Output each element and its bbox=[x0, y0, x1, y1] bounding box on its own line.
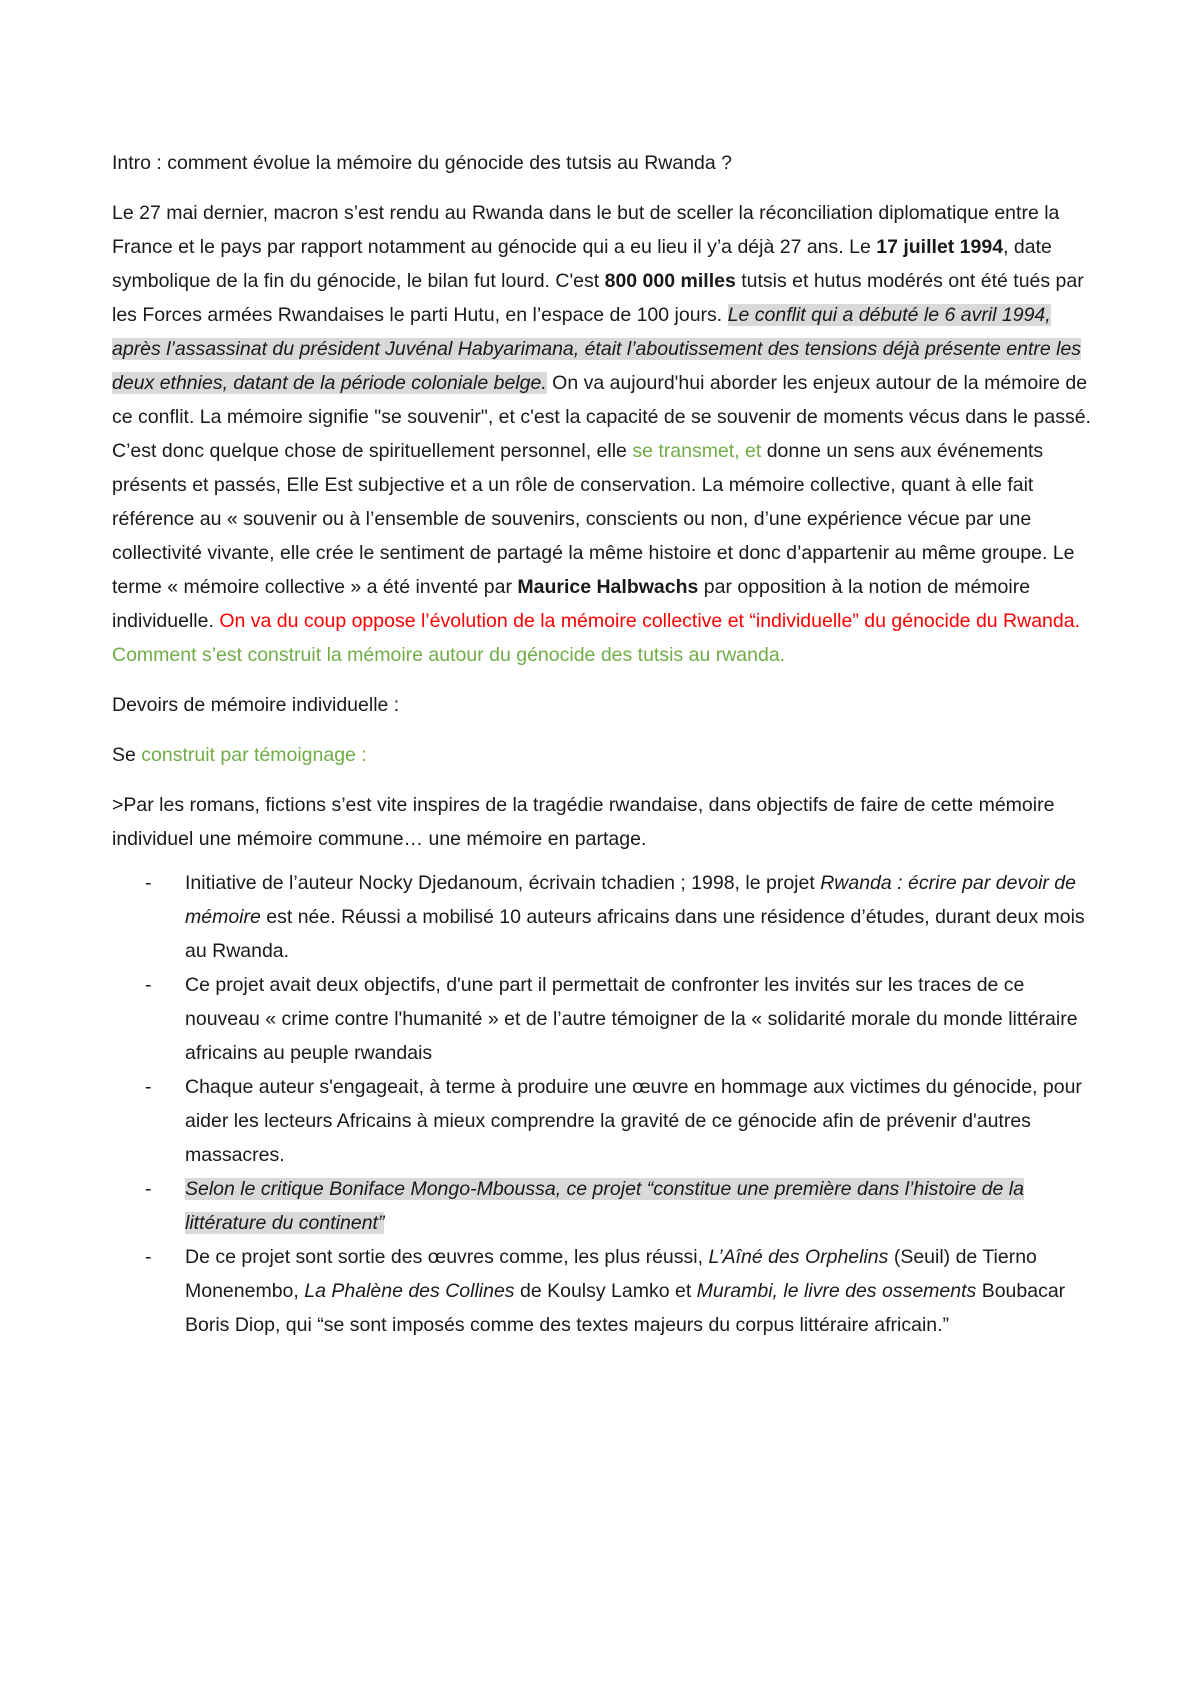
text-run: est née. Réussi a mobilisé 10 auteurs africains dans une résidence d’études, durant deux mois au Rwanda. bbox=[185, 906, 1085, 962]
section-heading: Devoirs de mémoire individuelle : bbox=[112, 694, 400, 716]
italic-title: La Phalène des Collines bbox=[304, 1280, 515, 1302]
victims-bold: 800 000 milles bbox=[604, 270, 736, 292]
text-run: Le 27 mai dernier, macron s’est rendu au Rwanda dans le but de sceller la réconciliation diplomatique entre la France et le pays par rapport notamment au génocide qui a eu lieu il y’a déjà 27 ans. Le bbox=[112, 202, 1060, 258]
dash-bullet: - bbox=[145, 1246, 152, 1268]
intro-paragraph bbox=[112, 196, 1100, 672]
italic-title: L’Aîné des Orphelins bbox=[708, 1246, 889, 1268]
green-text: se transmet, et bbox=[632, 440, 762, 462]
intro-title: Intro : comment évolue la mémoire du génocide des tutsis au Rwanda ? bbox=[112, 152, 733, 174]
list-item bbox=[112, 1240, 1100, 1342]
date-bold: 17 juillet 1994 bbox=[876, 236, 1004, 258]
highlighted-text: Le conflit qui a débuté le 6 avril 1994, après l’assassinat du président Juvénal Habyarimana, était l’aboutissement des tensions déjà présente entre les deux ethnies, datant de la période coloniale belge. bbox=[112, 304, 1082, 394]
list-item bbox=[112, 968, 1100, 1070]
red-text: On va du coup oppose l’évolution de la mémoire collective et “individuelle” du génocide du Rwanda. bbox=[219, 610, 1081, 632]
dash-bullet: - bbox=[145, 974, 152, 996]
italic-title: Rwanda : écrire par devoir de mémoire bbox=[185, 872, 1076, 928]
green-text: construit par témoignage : bbox=[141, 744, 367, 766]
text-run: On va aujourd'hui aborder les enjeux autour de la mémoire de ce conflit. La mémoire signifie "se souvenir", et c'est la capacité de se souvenir de moments vécus dans le passé. C’est donc quelque chose de spirituellement personnel, elle bbox=[112, 372, 1091, 462]
text-run: donne un sens aux événements présents et passés, Elle Est subjective et a un rôle de conservation. La mémoire collective, quant à elle fait référence au « souvenir ou à l’ensemble de souvenirs, conscients ou non, d’une expérience vécue par une collectivité vivante, elle crée le sentiment de partagé la même histoire et donc d’appartenir au même groupe. Le terme « mémoire collective » a été inventé par bbox=[112, 440, 1075, 598]
list-item bbox=[112, 866, 1100, 968]
dash-bullet: - bbox=[145, 872, 152, 894]
text-run: de Koulsy Lamko et bbox=[514, 1280, 697, 1302]
dash-bullet: - bbox=[145, 1178, 152, 1200]
italic-title: Murambi, le livre des ossements bbox=[696, 1280, 977, 1302]
text-run: Ce projet avait deux objectifs, d'une part il permettait de confronter les invités sur les traces de ce nouveau « crime contre l'humanité » et de l’autre témoigner de la « solidarité morale du monde littéraire africains au peuple rwandais bbox=[185, 974, 1078, 1064]
list-item bbox=[112, 1172, 1100, 1240]
text-run: De ce projet sont sortie des œuvres comme, les plus réussi, bbox=[185, 1246, 709, 1268]
text-run: par opposition à la notion de mémoire individuelle. bbox=[112, 576, 1031, 632]
highlighted-quote: Selon le critique Boniface Mongo-Mboussa, ce projet “constitue une première dans l’histoire de la littérature du continent” bbox=[185, 1178, 1024, 1234]
text-run: Se bbox=[112, 744, 142, 766]
text-run: (Seuil) de Tierno Monenembo, bbox=[185, 1246, 1037, 1302]
author-bold: Maurice Halbwachs bbox=[517, 576, 699, 598]
list-item bbox=[112, 1070, 1100, 1172]
green-question: Comment s’est construit la mémoire autour du génocide des tutsis au rwanda. bbox=[112, 644, 786, 666]
bullet-list bbox=[112, 866, 1100, 1342]
text-run: tutsis et hutus modérés ont été tués par les Forces armées Rwandaises le parti Hutu, en l’espace de 100 jours. bbox=[112, 270, 1084, 326]
subheading bbox=[112, 738, 1100, 772]
text-run: Initiative de l’auteur Nocky Djedanoum, écrivain tchadien ; 1998, le projet bbox=[185, 872, 821, 894]
dash-bullet: - bbox=[145, 1076, 152, 1098]
text-run: Chaque auteur s'engageait, à terme à produire une œuvre en hommage aux victimes du génocide, pour aider les lecteurs Africains à mieux comprendre la gravité de ce génocide afin de prévenir d'autres massacres. bbox=[185, 1076, 1082, 1166]
text-run: , date symbolique de la fin du génocide, le bilan fut lourd. C'est bbox=[112, 236, 1052, 292]
romans-paragraph: >Par les romans, fictions s’est vite inspires de la tragédie rwandaise, dans objectifs de faire de cette mémoire individuel une mémoire commune… une mémoire en partage. bbox=[112, 794, 1055, 850]
text-run: Boubacar Boris Diop, qui “se sont imposés comme des textes majeurs du corpus littéraire africain.” bbox=[185, 1280, 1066, 1336]
